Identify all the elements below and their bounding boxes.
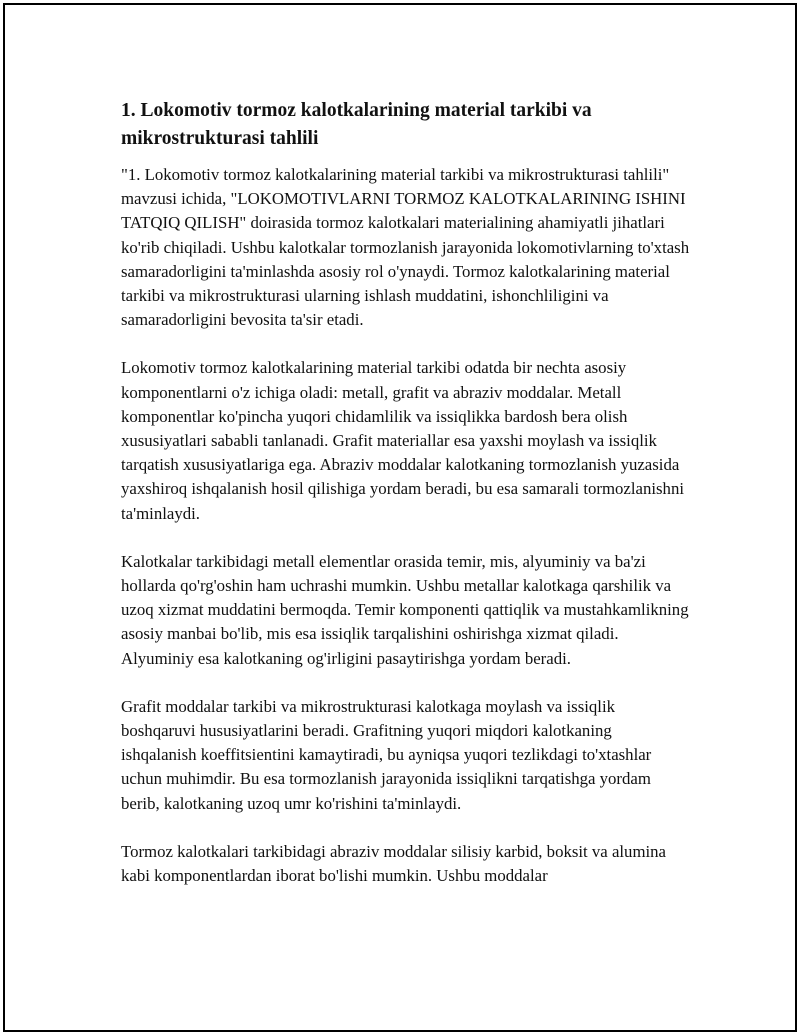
document-page	[3, 3, 797, 1032]
paragraph-abrasives: Tormoz kalotkalari tarkibidagi abraziv moddalar silisiy karbid, boksit va alumina kabi komponentlardan iborat bo'lishi mumkin. Ushbu moddalar	[121, 841, 666, 886]
paragraph-intro: "1. Lokomotiv tormoz kalotkalarining material tarkibi va mikrostrukturasi tahlili" mavzusi ichida, "LOKOMOTIVLARNI TORMOZ KALOTKALARINING ISHINI TATQIQ QILISH" doirasida tormoz kalotkalari materialining ahamiyatli jihatlari ko'rib chiqiladi. Ushbu kalotkalar tormozlanish jarayonida lokomotivlarning to'xtash samaradorligini ta'minlashda asosiy rol o'ynaydi. Tormoz kalotkalarining material tarkibi va mikrostrukturasi ularning ishlash muddatini, ishonchliligini va samaradorligini bevosita ta'sir etadi.	[121, 165, 690, 330]
section-heading: 1. Lokomotiv tormoz kalotkalarining material tarkibi va mikrostrukturasi tahlili	[121, 100, 592, 149]
document-body	[121, 97, 691, 912]
paragraph-metal-elements: Kalotkalar tarkibidagi metall elementlar orasida temir, mis, alyuminiy va ba'zi hollarda qo'rg'oshin ham uchrashi mumkin. Ushbu metallar kalotkaga qarshilik va uzoq xizmat muddatini bermoqda. Temir komponenti qattiqlik va mustahkamlikning asosiy manbai bo'lib, mis esa issiqlik tarqalishini oshirishga xizmat qiladi. Alyuminiy esa kalotkaning og'irligini pasaytirishga yordam beradi.	[121, 551, 689, 668]
paragraph-composition: Lokomotiv tormoz kalotkalarining material tarkibi odatda bir nechta asosiy komponentlarni o'z ichiga oladi: metall, grafit va abraziv moddalar. Metall komponentlar ko'pincha yuqori chidamlilik va issiqlikka bardosh bera olish xususiyatlari sababli tanlanadi. Grafit materiallar esa yaxshi moylash va issiqlik tarqatish xususiyatlariga ega. Abraziv moddalar kalotkaning tormozlanish yuzasida yaxshiroq ishqalanish hosil qilishiga yordam beradi, bu esa samarali tormozlanishni ta'minlaydi.	[121, 358, 684, 523]
paragraph-graphite: Grafit moddalar tarkibi va mikrostrukturasi kalotkaga moylash va issiqlik boshqaruvi hususiyatlarini beradi. Grafitning yuqori miqdori kalotkaning ishqalanish koeffitsientini kamaytiradi, bu ayniqsa yuqori tezlikdagi to'xtashlar uchun muhimdir. Bu esa tormozlanish jarayonida issiqlikni tarqatishga yordam berib, kalotkaning uzoq umr ko'rishini ta'minlaydi.	[121, 696, 652, 813]
